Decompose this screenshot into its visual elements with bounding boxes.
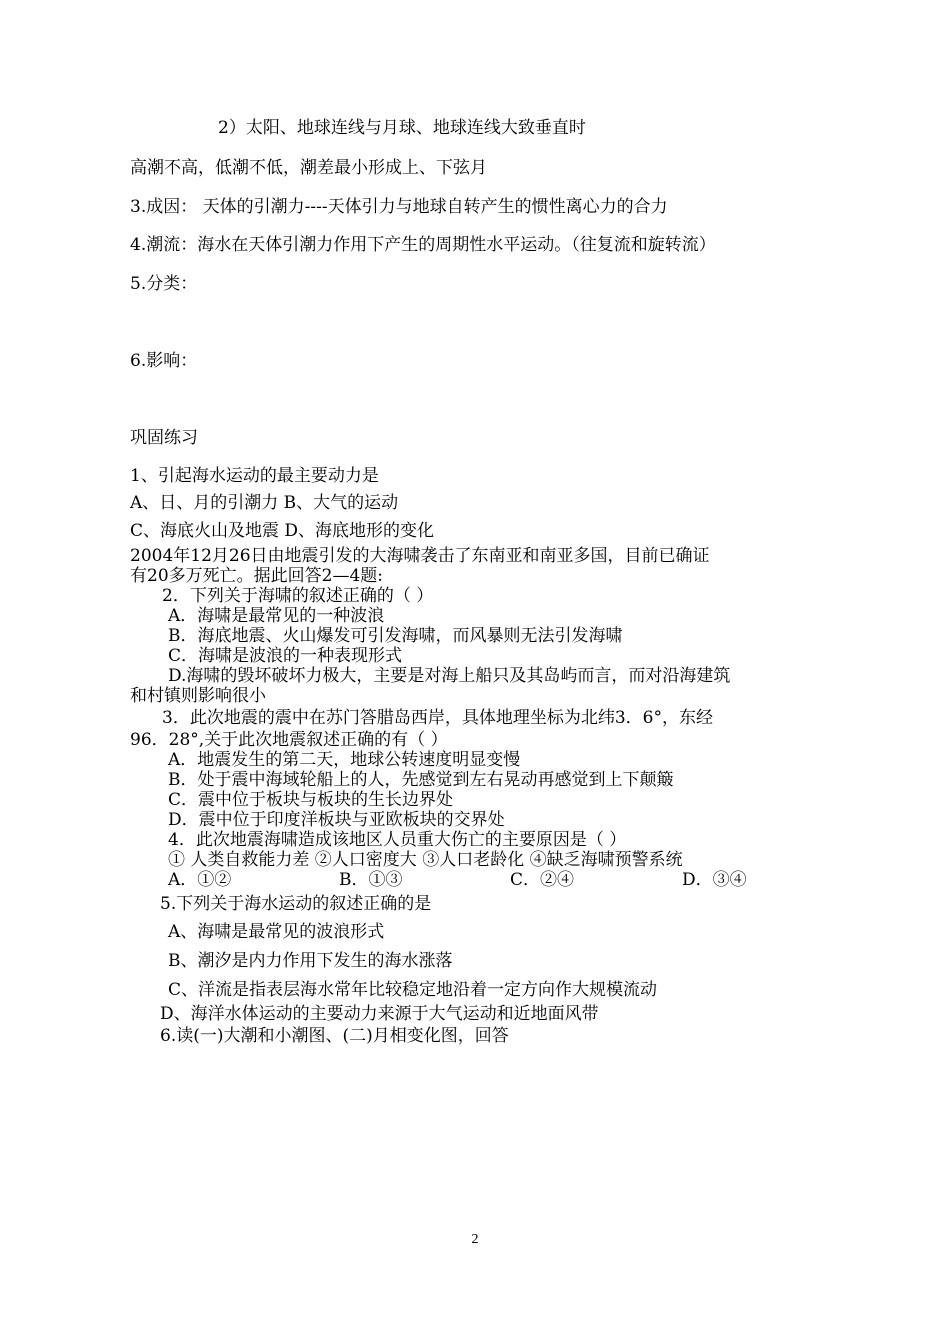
q2-option-c: C．海啸是波浪的一种表现形式	[168, 646, 403, 666]
quadrature-heading: 2）太阳、地球连线与月球、地球连线大致垂直时	[218, 118, 586, 138]
q5-stem: 5.下列关于海水运动的叙述正确的是	[160, 894, 432, 914]
q2-option-d-line2: 和村镇则影响很小	[130, 686, 266, 706]
q2-option-d-line1: D.海啸的毁坏破坏力极大，主要是对海上船只及其岛屿而言，而对沿海建筑	[168, 666, 731, 686]
q3-option-d: D．震中位于印度洋板块与亚欧板块的交界处	[168, 810, 505, 830]
tsunami-intro-line2: 有20多万死亡。据此回答2—4题:	[130, 566, 383, 586]
tsunami-intro-line1: 2004年12月26日由地震引发的大海啸袭击了东南亚和南亚多国，目前已确证	[130, 546, 710, 566]
q3-option-a: A．地震发生的第二天，地球公转速度明显变慢	[168, 750, 521, 770]
q4-stem: 4．此次地震海啸造成该地区人员重大伤亡的主要原因是（ ）	[168, 830, 627, 850]
tide-classification: 5.分类：	[130, 274, 198, 294]
q5-option-a: A、海啸是最常见的波浪形式	[168, 922, 385, 942]
neap-description: 高潮不高，低潮不低，潮差最小形成上、下弦月	[130, 158, 487, 178]
q2-stem: 2．下列关于海啸的叙述正确的（ ）	[162, 586, 434, 606]
exercise-title: 巩固练习	[130, 428, 198, 448]
q2-option-b: B．海底地震、火山爆发可引发海啸，而风暴则无法引发海啸	[168, 626, 623, 646]
q4-factors: ① 人类自救能力差 ②人口密度大 ③人口老龄化 ④缺乏海啸预警系统	[168, 850, 683, 870]
q5-option-c: C、洋流是指表层海水常年比较稳定地沿着一定方向作大规模流动	[168, 980, 658, 1000]
q3-stem-line2: 96．28°,关于此次地震叙述正确的有（ ）	[130, 730, 448, 750]
q5-option-b: B、潮汐是内力作用下发生的海水涨落	[168, 951, 453, 971]
q1-options-row2: C、海底火山及地震 D、海底地形的变化	[130, 521, 435, 541]
q1-stem: 1、引起海水运动的最主要动力是	[130, 466, 379, 486]
q4-option-a: A．①②	[168, 870, 232, 890]
q4-option-c: C．②④	[510, 870, 575, 890]
q3-stem-line1: 3．此次地震的震中在苏门答腊岛西岸，具体地理坐标为北纬3．6°，东经	[162, 708, 713, 728]
tide-cause: 3.成因： 天体的引潮力----天体引力与地球自转产生的惯性离心力的合力	[130, 197, 668, 217]
q3-option-b: B．处于震中海域轮船上的人，先感觉到左右晃动再感觉到上下颠簸	[168, 770, 674, 790]
q4-option-b: B．①③	[339, 870, 403, 890]
q6-stem: 6.读(一)大潮和小潮图、(二)月相变化图，回答	[160, 1026, 509, 1046]
tide-influence: 6.影响：	[130, 351, 198, 371]
page-number: 2	[471, 1232, 479, 1247]
q2-option-a: A．海啸是最常见的一种波浪	[168, 606, 385, 626]
q5-option-d: D、海洋水体运动的主要动力来源于大气运动和近地面风带	[160, 1004, 599, 1024]
q1-options-row1: A、日、月的引潮力 B、大气的运动	[130, 493, 399, 513]
tidal-current: 4.潮流：海水在天体引潮力作用下产生的周期性水平运动。（往复流和旋转流）	[130, 235, 716, 255]
q3-option-c: C．震中位于板块与板块的生长边界处	[168, 790, 454, 810]
q4-option-d: D．③④	[682, 870, 747, 890]
